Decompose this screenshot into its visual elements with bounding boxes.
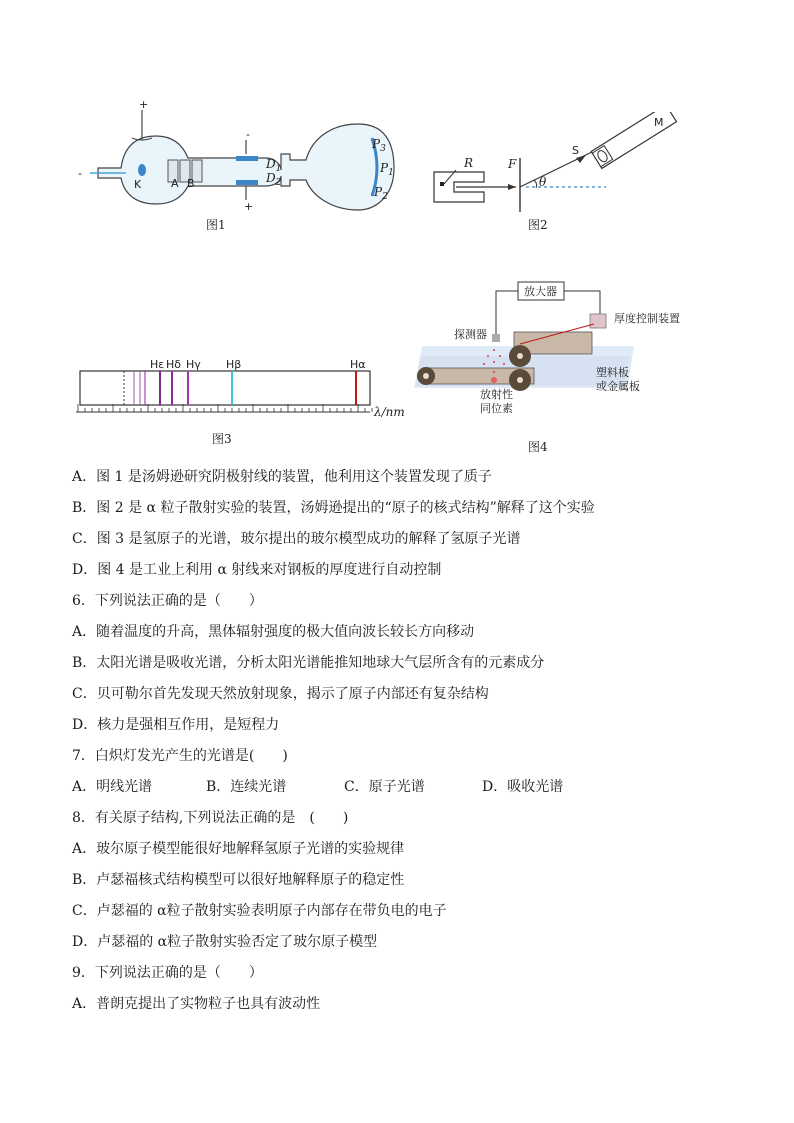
svg-text:Hδ: Hδ <box>166 358 182 371</box>
svg-text:A: A <box>171 177 179 190</box>
svg-text:K: K <box>134 178 142 191</box>
svg-text:λ/nm: λ/nm <box>374 405 405 419</box>
svg-text:放大器: 放大器 <box>524 285 557 298</box>
figure-3-hydrogen-spectrum <box>72 356 412 422</box>
figure-4-thickness-control <box>404 276 704 434</box>
q7-option-a: A．明线光谱 <box>72 779 153 795</box>
q8-option-c: C．卢瑟福的 α粒子散射实验表明原子内部存在带负电的电子 <box>72 903 447 919</box>
figure-3-caption: 图3 <box>212 432 232 446</box>
svg-text:P2: $P_2$ <box>374 185 388 202</box>
svg-text:厚度控制装置: 厚度控制装置 <box>614 312 680 325</box>
q8-option-a: A．玻尔原子模型能很好地解释氢原子光谱的实验规律 <box>72 841 405 857</box>
svg-text:M: M <box>654 116 664 129</box>
figure-4-caption: 图4 <box>528 440 548 454</box>
q6-option-d: D．核力是强相互作用，是短程力 <box>72 717 280 733</box>
q8-stem: 8．有关原子结构,下列说法正确的是 ( ) <box>72 810 349 826</box>
q5-option-a: A．图 1 是汤姆逊研究阴极射线的装置，他利用这个装置发现了质子 <box>72 469 492 485</box>
q5-option-b: B．图 2 是 α 粒子散射实验的装置，汤姆逊提出的“原子的核式结构”解释了这个实验 <box>72 500 595 516</box>
svg-text:Hβ: Hβ <box>226 358 242 371</box>
svg-text:D2: $D_2$ <box>266 171 282 188</box>
svg-text:P1: $P_1$ <box>380 161 394 178</box>
q6-option-a: A．随着温度的升高，黑体辐射强度的极大值向波长较长方向移动 <box>72 624 475 640</box>
svg-text:Hα: Hα <box>350 358 366 371</box>
svg-text:B: B <box>187 177 195 190</box>
svg-text:D1: $D_1$ <box>266 157 282 174</box>
svg-text:θ: θ <box>539 175 547 189</box>
questions-block <box>72 462 752 1020</box>
q5-option-d: D．图 4 是工业上利用 α 射线来对钢板的厚度进行自动控制 <box>72 562 442 578</box>
svg-text:探测器: 探测器 <box>454 328 487 341</box>
svg-text:Hγ: Hγ <box>186 358 201 371</box>
figure-1-cathode-ray-tube <box>76 96 396 214</box>
q5-option-c: C．图 3 是氢原子的光谱，玻尔提出的玻尔模型成功的解释了氢原子光谱 <box>72 531 521 547</box>
figure-2-alpha-scattering <box>426 112 696 214</box>
q7-option-b: B．连续光谱 <box>206 779 287 795</box>
svg-text:R: R <box>464 156 474 170</box>
q7-option-d: D．吸收光谱 <box>482 779 564 795</box>
svg-text:-: - <box>78 167 82 180</box>
svg-text:+: + <box>244 200 254 213</box>
q7-option-c: C．原子光谱 <box>344 779 425 795</box>
svg-text:-: - <box>246 128 250 141</box>
svg-text:放射性: 放射性 <box>480 388 513 401</box>
q9-option-a: A．普朗克提出了实物粒子也具有波动性 <box>72 996 321 1012</box>
q9-stem: 9．下列说法正确的是（ ） <box>72 965 263 981</box>
q6-option-c: C．贝可勒尔首先发现天然放射现象，揭示了原子内部还有复杂结构 <box>72 686 489 702</box>
svg-text:Hε: Hε <box>150 358 165 371</box>
q7-stem: 7．白炽灯发光产生的光谱是( ) <box>72 748 288 764</box>
svg-text:S: S <box>572 144 579 157</box>
figure-1-caption: 图1 <box>206 218 226 232</box>
svg-text:塑料板: 塑料板 <box>596 366 629 379</box>
q6-option-b: B．太阳光谱是吸收光谱，分析太阳光谱能推知地球大气层所含有的元素成分 <box>72 655 545 671</box>
q7-options <box>72 772 752 803</box>
q8-option-d: D．卢瑟福的 α粒子散射实验否定了玻尔原子模型 <box>72 934 378 950</box>
cathode-k <box>138 164 146 176</box>
figure-2-caption: 图2 <box>528 218 548 232</box>
svg-text:P3: $P_3$ <box>372 137 386 154</box>
q8-option-b: B．卢瑟福核式结构模型可以很好地解释原子的稳定性 <box>72 872 405 888</box>
svg-text:F: F <box>508 157 517 171</box>
svg-text:+: + <box>139 98 149 111</box>
svg-text:同位素: 同位素 <box>480 402 513 415</box>
svg-text:或金属板: 或金属板 <box>596 380 640 393</box>
q6-stem: 6．下列说法正确的是（ ） <box>72 593 263 609</box>
